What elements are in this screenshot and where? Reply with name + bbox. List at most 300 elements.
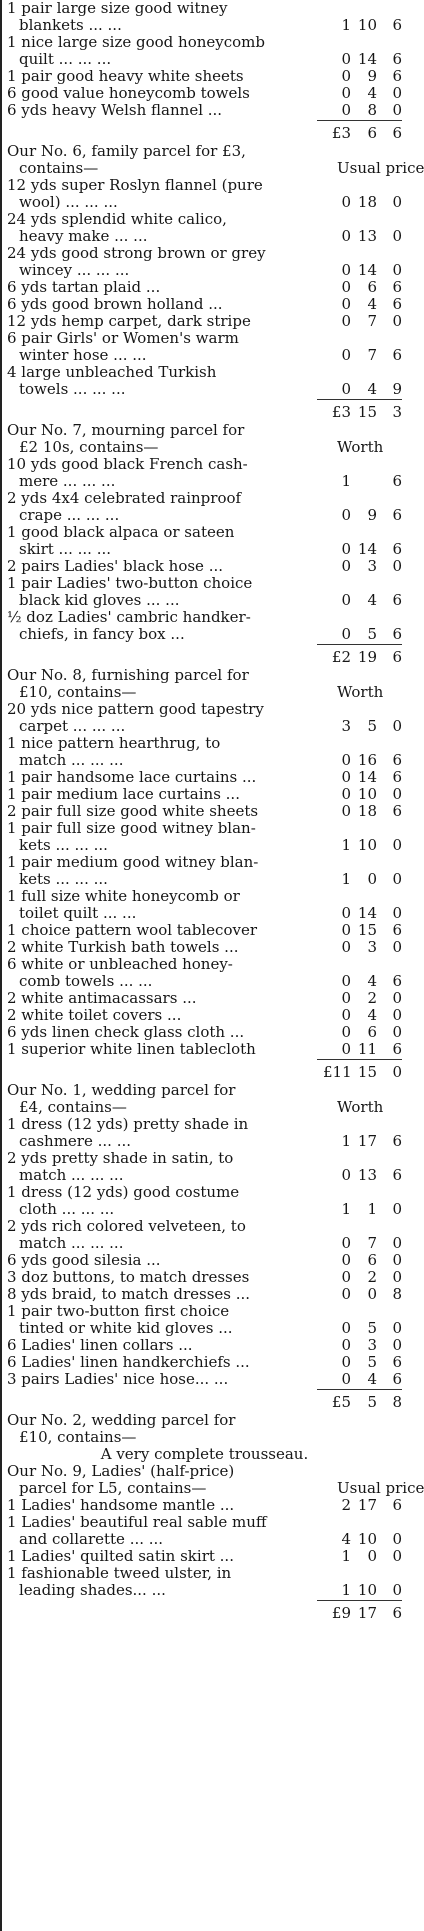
item-price: [323, 194, 402, 211]
item-row: [7, 820, 402, 837]
item-description: 1 pair medium lace curtains ...: [7, 785, 240, 803]
price-pence: 0: [392, 1319, 402, 1337]
parcel-heading-text: contains—: [19, 159, 99, 177]
price-list-column: [7, 0, 424, 1623]
price-pence: 8: [392, 1393, 402, 1411]
price-shillings: 10: [357, 16, 377, 34]
price-column-header: Worth: [337, 1098, 384, 1116]
item-row: [7, 1582, 402, 1599]
item-price: [323, 1167, 402, 1184]
item-row: [7, 296, 402, 313]
item-row: [7, 1041, 402, 1058]
price-pounds: 0: [341, 1234, 351, 1252]
item-description: 3 pairs Ladies' nice hose... ...: [7, 1370, 229, 1388]
item-row: [7, 1167, 402, 1184]
price-pounds: 0: [341, 557, 351, 575]
item-price: [323, 1548, 402, 1565]
item-price: [323, 1235, 402, 1252]
price-shillings: 17: [357, 1496, 377, 1514]
item-row: [7, 626, 402, 643]
item-row: [7, 769, 402, 786]
price-pounds: 0: [341, 1319, 351, 1337]
price-shillings: 6: [367, 124, 377, 142]
price-shillings: 11: [357, 1040, 377, 1058]
total-rule: [317, 1059, 402, 1060]
price-pounds: 1: [341, 472, 351, 490]
price-shillings: 3: [367, 1336, 377, 1354]
price-pounds: 0: [341, 751, 351, 769]
item-row: [7, 939, 402, 956]
price-shillings: 17: [357, 1604, 377, 1622]
price-pounds: 0: [341, 921, 351, 939]
price-pence: 8: [392, 1285, 402, 1303]
item-row: [7, 330, 402, 347]
price-pence: 6: [392, 124, 402, 142]
item-description: 6 yds tartan plaid ...: [7, 278, 161, 296]
price-pounds: 0: [341, 1268, 351, 1286]
item-description: 2 yds pretty shade in satin, to: [7, 1149, 234, 1167]
price-shillings: 6: [367, 1023, 377, 1041]
item-description: 2 pair full size good white sheets: [7, 802, 259, 820]
item-row: [7, 973, 402, 990]
price-shillings: 4: [367, 972, 377, 990]
item-row: [7, 228, 402, 245]
item-description: 2 white antimacassars ...: [7, 989, 197, 1007]
price-pence: 0: [392, 717, 402, 735]
price-pounds: £5: [331, 1393, 351, 1411]
item-row: [7, 735, 402, 752]
parcel-heading-row: [7, 684, 402, 701]
price-shillings: 6: [367, 278, 377, 296]
price-pence: 6: [392, 16, 402, 34]
item-description: winter hose ... ...: [19, 346, 147, 364]
parcel-heading-text: £10, contains—: [19, 1428, 137, 1446]
item-row: [7, 1024, 402, 1041]
price-pounds: £9: [331, 1604, 351, 1622]
price-pounds: 0: [341, 50, 351, 68]
item-row: [7, 905, 402, 922]
price-pounds: 2: [341, 1496, 351, 1514]
total-price: [323, 1394, 402, 1411]
item-price: [323, 262, 402, 279]
item-row: [7, 609, 402, 626]
item-description: carpet ... ... ...: [19, 717, 126, 735]
item-description: 1 dress (12 yds) pretty shade in: [7, 1115, 249, 1133]
item-description: 8 yds braid, to match dresses ...: [7, 1285, 251, 1303]
item-description: 1 pair medium good witney blan-: [7, 853, 259, 871]
item-price: [323, 592, 402, 609]
item-price: [323, 1041, 402, 1058]
item-description: 2 white Turkish bath towels ...: [7, 938, 239, 956]
item-price: [323, 1024, 402, 1041]
item-row: [7, 34, 402, 51]
item-price: [323, 752, 402, 769]
item-row: [7, 786, 402, 803]
item-row: [7, 347, 402, 364]
price-pounds: 0: [341, 768, 351, 786]
price-shillings: 0: [367, 1285, 377, 1303]
price-shillings: 10: [357, 1581, 377, 1599]
item-row: [7, 473, 402, 490]
price-shillings: 14: [357, 540, 377, 558]
price-shillings: 7: [367, 346, 377, 364]
price-shillings: 19: [357, 648, 377, 666]
price-pounds: £11: [323, 1063, 352, 1081]
item-price: [323, 939, 402, 956]
item-price: [323, 228, 402, 245]
price-pounds: 0: [341, 1023, 351, 1041]
item-description: 6 Ladies' linen handkerchiefs ...: [7, 1353, 250, 1371]
parcel-heading-row: [7, 1463, 402, 1480]
item-row: [7, 803, 402, 820]
price-shillings: 15: [357, 1063, 377, 1081]
item-description: tinted or white kid gloves ...: [19, 1319, 233, 1337]
price-shillings: 18: [357, 802, 377, 820]
item-price: [323, 51, 402, 68]
item-row: [7, 364, 402, 381]
price-shillings: 15: [357, 921, 377, 939]
parcel-total-row: [7, 1388, 402, 1412]
item-row: [7, 102, 402, 119]
price-column-header: Usual price: [337, 1479, 424, 1497]
price-shillings: 5: [367, 717, 377, 735]
parcel-heading-text: Our No. 8, furnishing parcel for: [7, 666, 249, 684]
price-shillings: 10: [357, 785, 377, 803]
item-description: 1 choice pattern wool tablecover: [7, 921, 257, 939]
price-shillings: 14: [357, 261, 377, 279]
item-description: skirt ... ... ...: [19, 540, 111, 558]
price-pounds: 0: [341, 84, 351, 102]
item-description: 1 pair good heavy white sheets: [7, 67, 244, 85]
total-rule: [317, 1389, 402, 1390]
item-row: [7, 507, 402, 524]
price-pence: 6: [392, 1604, 402, 1622]
item-price: [323, 973, 402, 990]
item-price: [323, 1337, 402, 1354]
total-price: [323, 649, 402, 666]
parcel-heading-row: [7, 422, 402, 439]
price-pounds: 0: [341, 989, 351, 1007]
price-pence: 0: [392, 1234, 402, 1252]
price-shillings: 13: [357, 227, 377, 245]
item-description: toilet quilt ... ...: [19, 904, 137, 922]
price-pence: 6: [392, 67, 402, 85]
price-pence: 0: [392, 989, 402, 1007]
item-description: 1 nice pattern hearthrug, to: [7, 734, 221, 752]
item-row: [7, 194, 402, 211]
price-pounds: 0: [341, 1353, 351, 1371]
item-description: 24 yds splendid white calico,: [7, 210, 227, 228]
item-price: [323, 1354, 402, 1371]
item-price: [323, 803, 402, 820]
price-pounds: 0: [341, 785, 351, 803]
price-pounds: 0: [341, 972, 351, 990]
price-shillings: 5: [367, 1393, 377, 1411]
item-row: [7, 752, 402, 769]
parcel-heading-text: Our No. 2, wedding parcel for: [7, 1411, 236, 1429]
price-shillings: 7: [367, 312, 377, 330]
item-description: towels ... ... ...: [19, 380, 126, 398]
price-column-header: Worth: [337, 438, 384, 456]
price-pence: 6: [392, 50, 402, 68]
item-price: [323, 1252, 402, 1269]
item-row: [7, 211, 402, 228]
parcel-total-row: [7, 398, 402, 422]
item-row: [7, 854, 402, 871]
price-pence: 9: [392, 380, 402, 398]
parcel-total-row: [7, 1599, 402, 1623]
price-pounds: 1: [341, 1547, 351, 1565]
item-row: [7, 313, 402, 330]
price-pence: 6: [392, 768, 402, 786]
price-pounds: 0: [341, 380, 351, 398]
parcel-note-row: [7, 1446, 402, 1463]
parcel-heading-row: [7, 439, 402, 456]
item-price: [323, 905, 402, 922]
price-pence: 6: [392, 802, 402, 820]
parcel-heading-row: [7, 1082, 402, 1099]
item-row: [7, 1269, 402, 1286]
item-price: [323, 1582, 402, 1599]
price-pence: 0: [392, 84, 402, 102]
item-row: [7, 888, 402, 905]
item-price: [323, 1286, 402, 1303]
item-row: [7, 456, 402, 473]
price-pence: 0: [392, 227, 402, 245]
item-row: [7, 541, 402, 558]
item-row: [7, 575, 402, 592]
item-description: chiefs, in fancy box ...: [19, 625, 185, 643]
item-price: [323, 1531, 402, 1548]
item-description: 1 nice large size good honeycomb: [7, 33, 266, 51]
price-pounds: 1: [341, 1132, 351, 1150]
total-price: [323, 404, 402, 421]
item-description: comb towels ... ...: [19, 972, 153, 990]
price-pounds: 0: [341, 295, 351, 313]
price-pence: 6: [392, 648, 402, 666]
parcel-heading-row: [7, 143, 402, 160]
item-description: 6 pair Girls' or Women's warm: [7, 329, 239, 347]
price-pounds: £2: [331, 648, 351, 666]
price-shillings: 2: [367, 1268, 377, 1286]
item-price: [323, 296, 402, 313]
price-pounds: 0: [341, 1166, 351, 1184]
item-description: 1 pair handsome lace curtains ...: [7, 768, 257, 786]
price-pounds: 0: [341, 1006, 351, 1024]
item-row: [7, 592, 402, 609]
total-price: [323, 125, 402, 142]
item-price: [323, 507, 402, 524]
price-pounds: 1: [341, 836, 351, 854]
price-shillings: 6: [367, 1251, 377, 1269]
parcel-heading-text: £10, contains—: [19, 683, 137, 701]
item-row: [7, 1337, 402, 1354]
total-price: [323, 1605, 402, 1622]
item-description: match ... ... ...: [19, 1166, 124, 1184]
price-pounds: 0: [341, 904, 351, 922]
item-row: [7, 1548, 402, 1565]
price-pence: 0: [392, 1063, 402, 1081]
item-row: [7, 524, 402, 541]
item-price: [323, 541, 402, 558]
price-shillings: 17: [357, 1132, 377, 1150]
item-row: [7, 381, 402, 398]
price-shillings: 3: [367, 938, 377, 956]
price-pounds: 0: [341, 227, 351, 245]
item-price: [323, 1497, 402, 1514]
price-shillings: 14: [357, 768, 377, 786]
item-row: [7, 245, 402, 262]
item-row: [7, 1514, 402, 1531]
price-pence: 0: [392, 1006, 402, 1024]
item-price: [323, 871, 402, 888]
price-shillings: 3: [367, 557, 377, 575]
item-price: [323, 769, 402, 786]
item-price: [323, 347, 402, 364]
item-row: [7, 1007, 402, 1024]
item-row: [7, 279, 402, 296]
item-description: 6 white or unbleached honey-: [7, 955, 233, 973]
price-pounds: 0: [341, 193, 351, 211]
price-pence: 6: [392, 921, 402, 939]
item-description: 1 good black alpaca or sateen: [7, 523, 235, 541]
item-price: [323, 837, 402, 854]
item-price: [323, 558, 402, 575]
price-pence: 6: [392, 1496, 402, 1514]
price-shillings: 7: [367, 1234, 377, 1252]
item-price: [323, 1201, 402, 1218]
parcel-heading-row: [7, 667, 402, 684]
item-description: 4 large unbleached Turkish: [7, 363, 217, 381]
price-pence: 6: [392, 540, 402, 558]
price-pounds: 0: [341, 1040, 351, 1058]
item-description: 1 fashionable tweed ulster, in: [7, 1564, 232, 1582]
parcel-heading-row: [7, 159, 424, 177]
item-price: [323, 1133, 402, 1150]
price-pence: 0: [392, 1336, 402, 1354]
item-description: wool) ... ... ...: [19, 193, 118, 211]
total-rule: [317, 120, 402, 121]
price-pounds: 0: [341, 540, 351, 558]
item-price: [323, 102, 402, 119]
item-row: [7, 0, 402, 17]
parcel-heading-row: [7, 1479, 424, 1497]
item-description: wincey ... ... ...: [19, 261, 130, 279]
price-pounds: 0: [341, 312, 351, 330]
price-pence: 6: [392, 625, 402, 643]
item-description: 1 Ladies' quilted satin skirt ...: [7, 1547, 234, 1565]
price-shillings: 5: [367, 625, 377, 643]
total-rule: [317, 644, 402, 645]
price-shillings: 2: [367, 989, 377, 1007]
price-pounds: 1: [341, 1200, 351, 1218]
item-description: quilt ... ... ...: [19, 50, 112, 68]
parcel-total-row: [7, 119, 402, 143]
item-row: [7, 718, 402, 735]
parcel-total-row: [7, 643, 402, 667]
price-pence: 6: [392, 472, 402, 490]
price-pounds: 0: [341, 1251, 351, 1269]
item-description: 1 pair large size good witney: [7, 0, 228, 17]
item-description: 2 yds 4x4 celebrated rainproof: [7, 489, 242, 507]
price-pence: 6: [392, 1040, 402, 1058]
price-pence: 0: [392, 1547, 402, 1565]
parcel-total-row: [7, 1058, 402, 1082]
item-price: [323, 626, 402, 643]
price-shillings: 4: [367, 591, 377, 609]
item-row: [7, 837, 402, 854]
price-shillings: 4: [367, 1370, 377, 1388]
price-pence: 0: [392, 193, 402, 211]
parcel-note-text: A very complete trousseau.: [100, 1445, 309, 1463]
price-shillings: 4: [367, 295, 377, 313]
price-pence: 6: [392, 1132, 402, 1150]
price-pounds: 0: [341, 1370, 351, 1388]
item-row: [7, 1133, 402, 1150]
price-shillings: 4: [367, 1006, 377, 1024]
item-row: [7, 1235, 402, 1252]
item-row: [7, 68, 402, 85]
price-shillings: 16: [357, 751, 377, 769]
item-description: 1 superior white linen tablecloth: [7, 1040, 256, 1058]
price-pence: 6: [392, 1166, 402, 1184]
price-pounds: £3: [331, 124, 351, 142]
item-row: [7, 871, 402, 888]
price-pence: 6: [392, 506, 402, 524]
price-pounds: 4: [341, 1530, 351, 1548]
item-row: [7, 177, 402, 194]
item-price: [323, 718, 402, 735]
item-description: 2 pairs Ladies' black hose ...: [7, 557, 223, 575]
item-row: [7, 17, 402, 34]
price-shillings: 5: [367, 1319, 377, 1337]
price-pence: 6: [392, 295, 402, 313]
price-pence: 3: [392, 403, 402, 421]
price-pence: 0: [392, 938, 402, 956]
price-shillings: 10: [357, 1530, 377, 1548]
item-row: [7, 262, 402, 279]
price-pence: 6: [392, 1370, 402, 1388]
price-pence: 0: [392, 312, 402, 330]
item-row: [7, 1303, 402, 1320]
item-description: 6 yds good silesia ...: [7, 1251, 161, 1269]
price-pounds: 0: [341, 1285, 351, 1303]
item-description: 1 pair full size good witney blan-: [7, 819, 256, 837]
item-row: [7, 1218, 402, 1235]
price-pence: 0: [392, 870, 402, 888]
price-pounds: £3: [331, 403, 351, 421]
price-pounds: 0: [341, 67, 351, 85]
price-shillings: 5: [367, 1353, 377, 1371]
item-row: [7, 1320, 402, 1337]
item-row: [7, 1497, 402, 1514]
item-price: [323, 313, 402, 330]
item-row: [7, 1116, 402, 1133]
item-description: black kid gloves ... ...: [19, 591, 180, 609]
item-description: 6 yds linen check glass cloth ...: [7, 1023, 245, 1041]
price-pounds: 0: [341, 802, 351, 820]
item-price: [323, 1371, 402, 1388]
item-description: 2 yds rich colored velveteen, to: [7, 1217, 246, 1235]
price-pounds: 1: [341, 1581, 351, 1599]
price-shillings: 1: [367, 1200, 377, 1218]
item-description: kets ... ... ...: [19, 836, 108, 854]
price-pence: 6: [392, 1353, 402, 1371]
item-description: 2 white toilet covers ...: [7, 1006, 182, 1024]
item-row: [7, 51, 402, 68]
parcel-heading-text: Our No. 1, wedding parcel for: [7, 1081, 236, 1099]
price-pounds: 1: [341, 870, 351, 888]
